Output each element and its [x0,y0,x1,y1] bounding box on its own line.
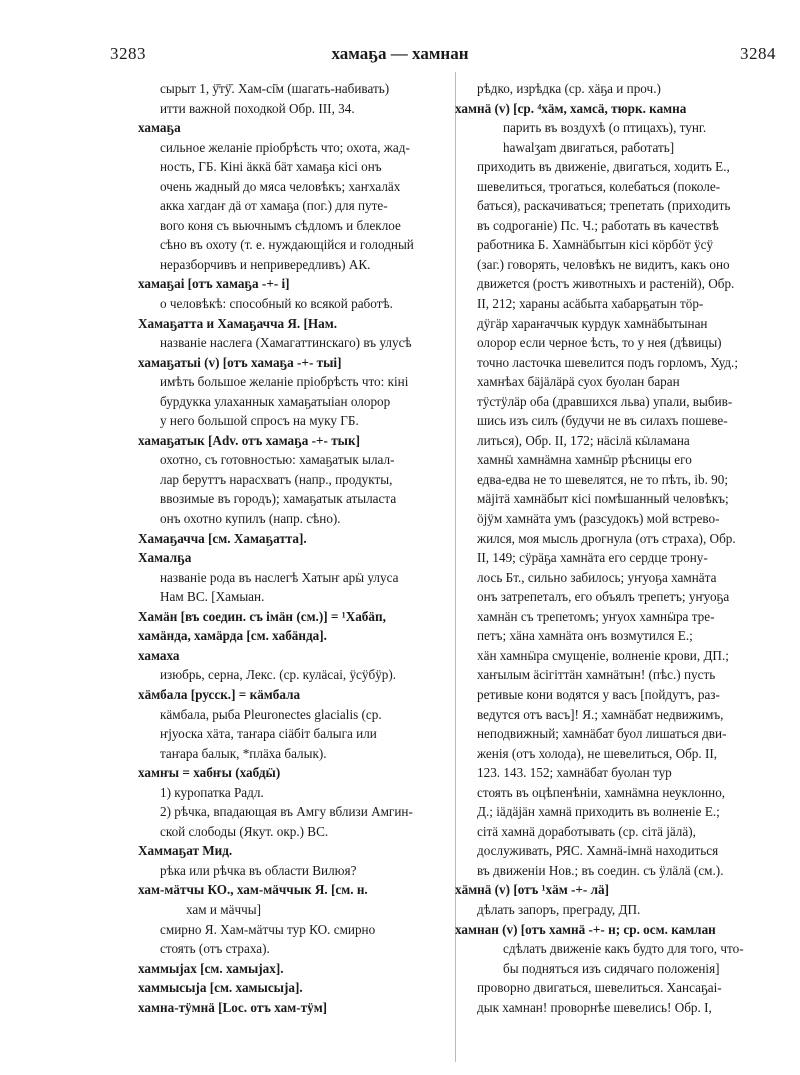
running-title: хамаҕа — хамнан [331,44,469,63]
entry-text-line: таҥара балык, *плӓха балык). [160,745,327,761]
entry-headword-line: хаммыјах [см. хамыјах]. [138,960,284,976]
right-column [455,79,785,1017]
entry-text-line: мӓјітӓ хамнӓбыт кісі помѣшанный человѣкъ; [477,491,729,507]
entry-text-line: жился, моя мысль дрогнула (отъ страха), Обр. [477,530,736,546]
entry-text-line: ведутся отъ васъ]! Я.; хамнӓбат недвижимъ, [477,706,724,722]
entry-text-line: хам и мӓччы] [186,901,261,917]
entry-text-line: тӱстӱлӓр оба (дравшихся льва) упали, выбив- [477,393,733,409]
entry-headword-line: Хамаҕачча [см. Хамаҕатта]. [138,530,307,546]
entry-text-line: охотно, съ готовностью: хамаҕатык ылал- [160,452,395,468]
entry-text-line: проворно двигаться, шевелиться. Хансаҕаі- [477,980,722,996]
entry-text-line: въ содроганіе) Пс. Ч.; работать въ качествѣ [477,217,719,233]
entry-headword-line: хамна-тӱмнӓ [Loc. отъ хам-тӱм] [138,999,328,1015]
entry-headword-line: хамаҕатык [Adv. отъ хамаҕа -+- тык] [138,432,360,448]
entry-text-line: сѣно въ охоту (т. е. нуждающійся и голодный [160,237,414,253]
entry-headword-line: хамнан (v) [отъ хамнӓ -+- н; ср. осм. камлан [455,921,716,937]
entry-headword-line: хӓмбала [русск.] = кӓмбала [138,686,301,702]
entry-text-line: (заг.) говорять, человѣкъ не видитъ, какъ оно [477,256,730,272]
entry-text-line: дѣлать запоръ, преграду, ДП. [477,901,641,917]
entry-text-line: 2) рѣчка, впадающая въ Амгу вблизи Амгин- [160,804,413,820]
entry-text-line: очень жадный до мяса человѣкъ; хаҥхалӓх [160,178,401,194]
entry-text-line: Д.; іӓдӓјӓн хамнӓ приходить въ волненіе Е.; [477,804,720,820]
entry-text-line: сітӓ хамнӓ доработывать (ср. сітӓ јӓлӓ), [477,823,696,839]
entry-text-line: кӓмбала, рыба Pleuronectes glacialis (ср. [160,706,382,722]
entry-headword-line: Хаммаҕат Мид. [138,843,233,859]
entry-text-line: приходить въ движеніе, двигаться, ходить Е., [477,159,730,175]
entry-text-line: II, 212; хараны асӓбыта хабарҕатын тӧр- [477,296,704,312]
entry-text-line: женія (отъ холода), не шевелиться, Обр. II, [477,745,718,761]
entry-text-line: хӓн хамнӹра смущеніе, волненіе крови, ДП.; [477,647,729,663]
entry-text-line: точно ласточка шевелится подъ горломъ, Худ.; [477,354,738,370]
entry-text-line: сдѣлать движеніе какъ будто для того, что- [503,941,744,957]
entry-text-line: бы подняться изъ сидячаго положенія] [503,960,720,976]
entry-text-line: сырыт 1, ӱ̄тӱ̄. Хам-сі̄м (шагать-набивать) [160,81,390,96]
left-page-number: 3283 [110,44,146,63]
entry-text-line: бурдукка улаханнык хамаҕатыіан олорор [160,393,391,409]
entry-text-line: 1) куропатка Радл. [160,784,264,800]
entry-text-line: ввозимые въ городъ); хамаҕатык атыласта [160,491,397,507]
entry-text-line: акка хагдаҥ дӓ от хамаҕа (пог.) для путе- [160,198,388,214]
entry-text-line: стоять въ оцѣпенѣніи, хамнӓмна неуклонно, [477,784,726,800]
entry-headword-line: хамҥы = хабҥы (хабдӹ) [138,765,281,781]
entry-text-line: изюбрь, серна, Лекс. (ср. кулӓсаі, ӱсӱбӱр). [160,667,397,683]
entry-text-line: работника Б. Хамнӓбытын кісі кӧрбӧт ӱсӱ [477,237,714,253]
entry-text-line: сильное желаніе пріобрѣсть что; охота, жад- [160,139,410,155]
entry-text-line: итти важной походкой Обр. III, 34. [160,100,355,116]
entry-text-line: неподвижный; хамнӓбат буол лишаться дви- [477,726,727,742]
entry-text-line: II, 149; сӱрӓҕа хамнӓта его сердце трону- [477,550,708,566]
entry-headword-line: хаммысыја [см. хамысыја]. [138,980,303,996]
entry-text-line: названіе наслега (Хамагаттинскаго) въ улусѣ [160,335,412,351]
entry-text-line: ӧјӱм хамнӓта умъ (разсудокъ) мой встрево- [477,511,720,527]
entry-headword-line: Хамӓн [въ соедин. съ імӓн (см.)] = ¹Хабӓп, [138,608,386,624]
entry-headword-line: хамӓнда, хамӓрда [см. хабӓнда]. [138,628,327,644]
entry-text-line: литься), Обр. II, 172; нӓсілӓ кӹламана [477,432,690,448]
entry-text-line: хамнѣах бӓјӓлӓрӓ суох буолан баран [477,374,680,390]
entry-headword-line: хамаҕатыі (v) [отъ хамаҕа -+- тыі] [138,354,342,370]
entry-headword-line: хӓмнӓ (v) [отъ ¹хӓм -+- лӓ] [455,882,610,898]
entry-text-line: рѣка или рѣчка въ области Вилюя? [160,862,357,878]
entry-text-line: дослуживать, РЯС. Хамнӓ-імнӓ находиться [477,843,719,859]
entry-text-line: дӱгӓр хараҥаччык курдук хамнӓбытынан [477,315,708,331]
left-column [138,79,456,1017]
entry-text-line: петъ; хӓна хамнӓта онъ возмутился Е.; [477,628,693,644]
right-page-number: 3284 [740,44,776,63]
entry-text-line: онъ затрепеталъ, его объялъ трепетъ; уҥуоҕа [477,589,730,605]
entry-headword-line: хамаҕа [138,120,181,136]
entry-text-line: 123. 143. 152; хамнӓбат буолан тур [477,765,672,781]
entry-text-line: дык хамнан! проворнѣе шевелись! Обр. I, [477,999,712,1015]
entry-text-line: Нам ВС. [Хамыан. [160,589,265,605]
entry-text-line: неразборчивъ и непривередливъ) АК. [160,256,371,272]
entry-text-line: лар беруттъ нарасхватъ (напр., продукты, [160,471,393,487]
entry-text-line: движется (ростъ животныхъ и растеній), Обр. [477,276,735,292]
entry-text-line: хамнӹ хамнӓмна хамнӹр рѣсницы его [477,452,692,468]
entry-text-line: вого коня съ вьючнымъ сѣдломъ и блеклое [160,217,401,233]
entry-text-line: ретивые кони водятся у васъ [пойдутъ, раз- [477,686,720,702]
entry-text-line: олорор если черное ѣсть, то у нея (дѣвицы) [477,335,722,351]
entry-text-line: о человѣкѣ: способный ко всякой работѣ. [160,296,393,312]
entry-text-line: ской слободы (Якут. окр.) ВС. [160,823,329,839]
entry-headword-line: Хамалҕа [138,550,192,566]
entry-text-line: стоять (отъ страха). [160,941,270,957]
entry-text-line: хаҥылым ӓсігіттӓн хамнӓтын! (пѣс.) пусть [477,667,716,683]
entry-text-line: имѣть большое желаніе пріобрѣсть что: кіні [160,374,409,390]
page-header [0,44,800,68]
entry-text-line: парить въ воздухѣ (о птицахъ), тунг. [503,120,707,136]
entry-text-line: рѣдко, изрѣдка (ср. хӓҕа и проч.) [477,81,661,96]
entry-text-line: hawalʒam двигаться, работать] [503,139,675,155]
entry-text-line: ность, ГБ. Кіні ӓккӓ бӓт хамаҕа кісі онъ [160,159,382,175]
entry-headword-line: хамнӓ (v) [ср. ⁴хӓм, хамсӓ, тюрк. камна [455,100,687,116]
entry-text-line: шевелиться, трогаться, колебаться (поколе- [477,178,721,194]
entry-text-line: смирно Я. Хам-мӓтчы тур КО. смирно [160,921,376,937]
entry-text-line: шись изъ силъ (будучи не въ силахъ пошеве- [477,413,728,429]
entry-headword-line: хам-мӓтчы КО., хам-мӓччык Я. [см. н. [138,882,368,898]
entry-headword-line: хамаҕаі [отъ хамаҕа -+- і] [138,276,290,292]
entry-text-line: въ движеніи Нов.; въ соедин. съ ӱлӓлӓ (см.). [477,862,724,878]
entry-headword-line: Хамаҕатта и Хамаҕачча Я. [Нам. [138,315,338,331]
entry-headword-line: хамаха [138,647,180,663]
entry-text-line: хамнӓн съ трепетомъ; уҥуох хамнӹра тре- [477,608,715,624]
entry-text-line: названіе рода въ наслегѣ Хатыҥ арӹ улуса [160,569,399,585]
entry-text-line: лось Бт., сильно забилось; уҥуоҕа хамнӓта [477,569,717,585]
entry-text-line: ҥјуоска хӓта, таҥара сіӓбіт балыга или [160,726,377,742]
entry-text-line: баться), раскачиваться; трепетать (приходить [477,198,731,214]
entry-text-line: едва-едва не то шевелятся, не то пѣть, ib. 90; [477,471,729,487]
entry-text-line: онъ охотно купилъ (напр. сѣно). [160,511,341,527]
entry-text-line: у него большой спросъ на муку ГБ. [160,413,359,429]
